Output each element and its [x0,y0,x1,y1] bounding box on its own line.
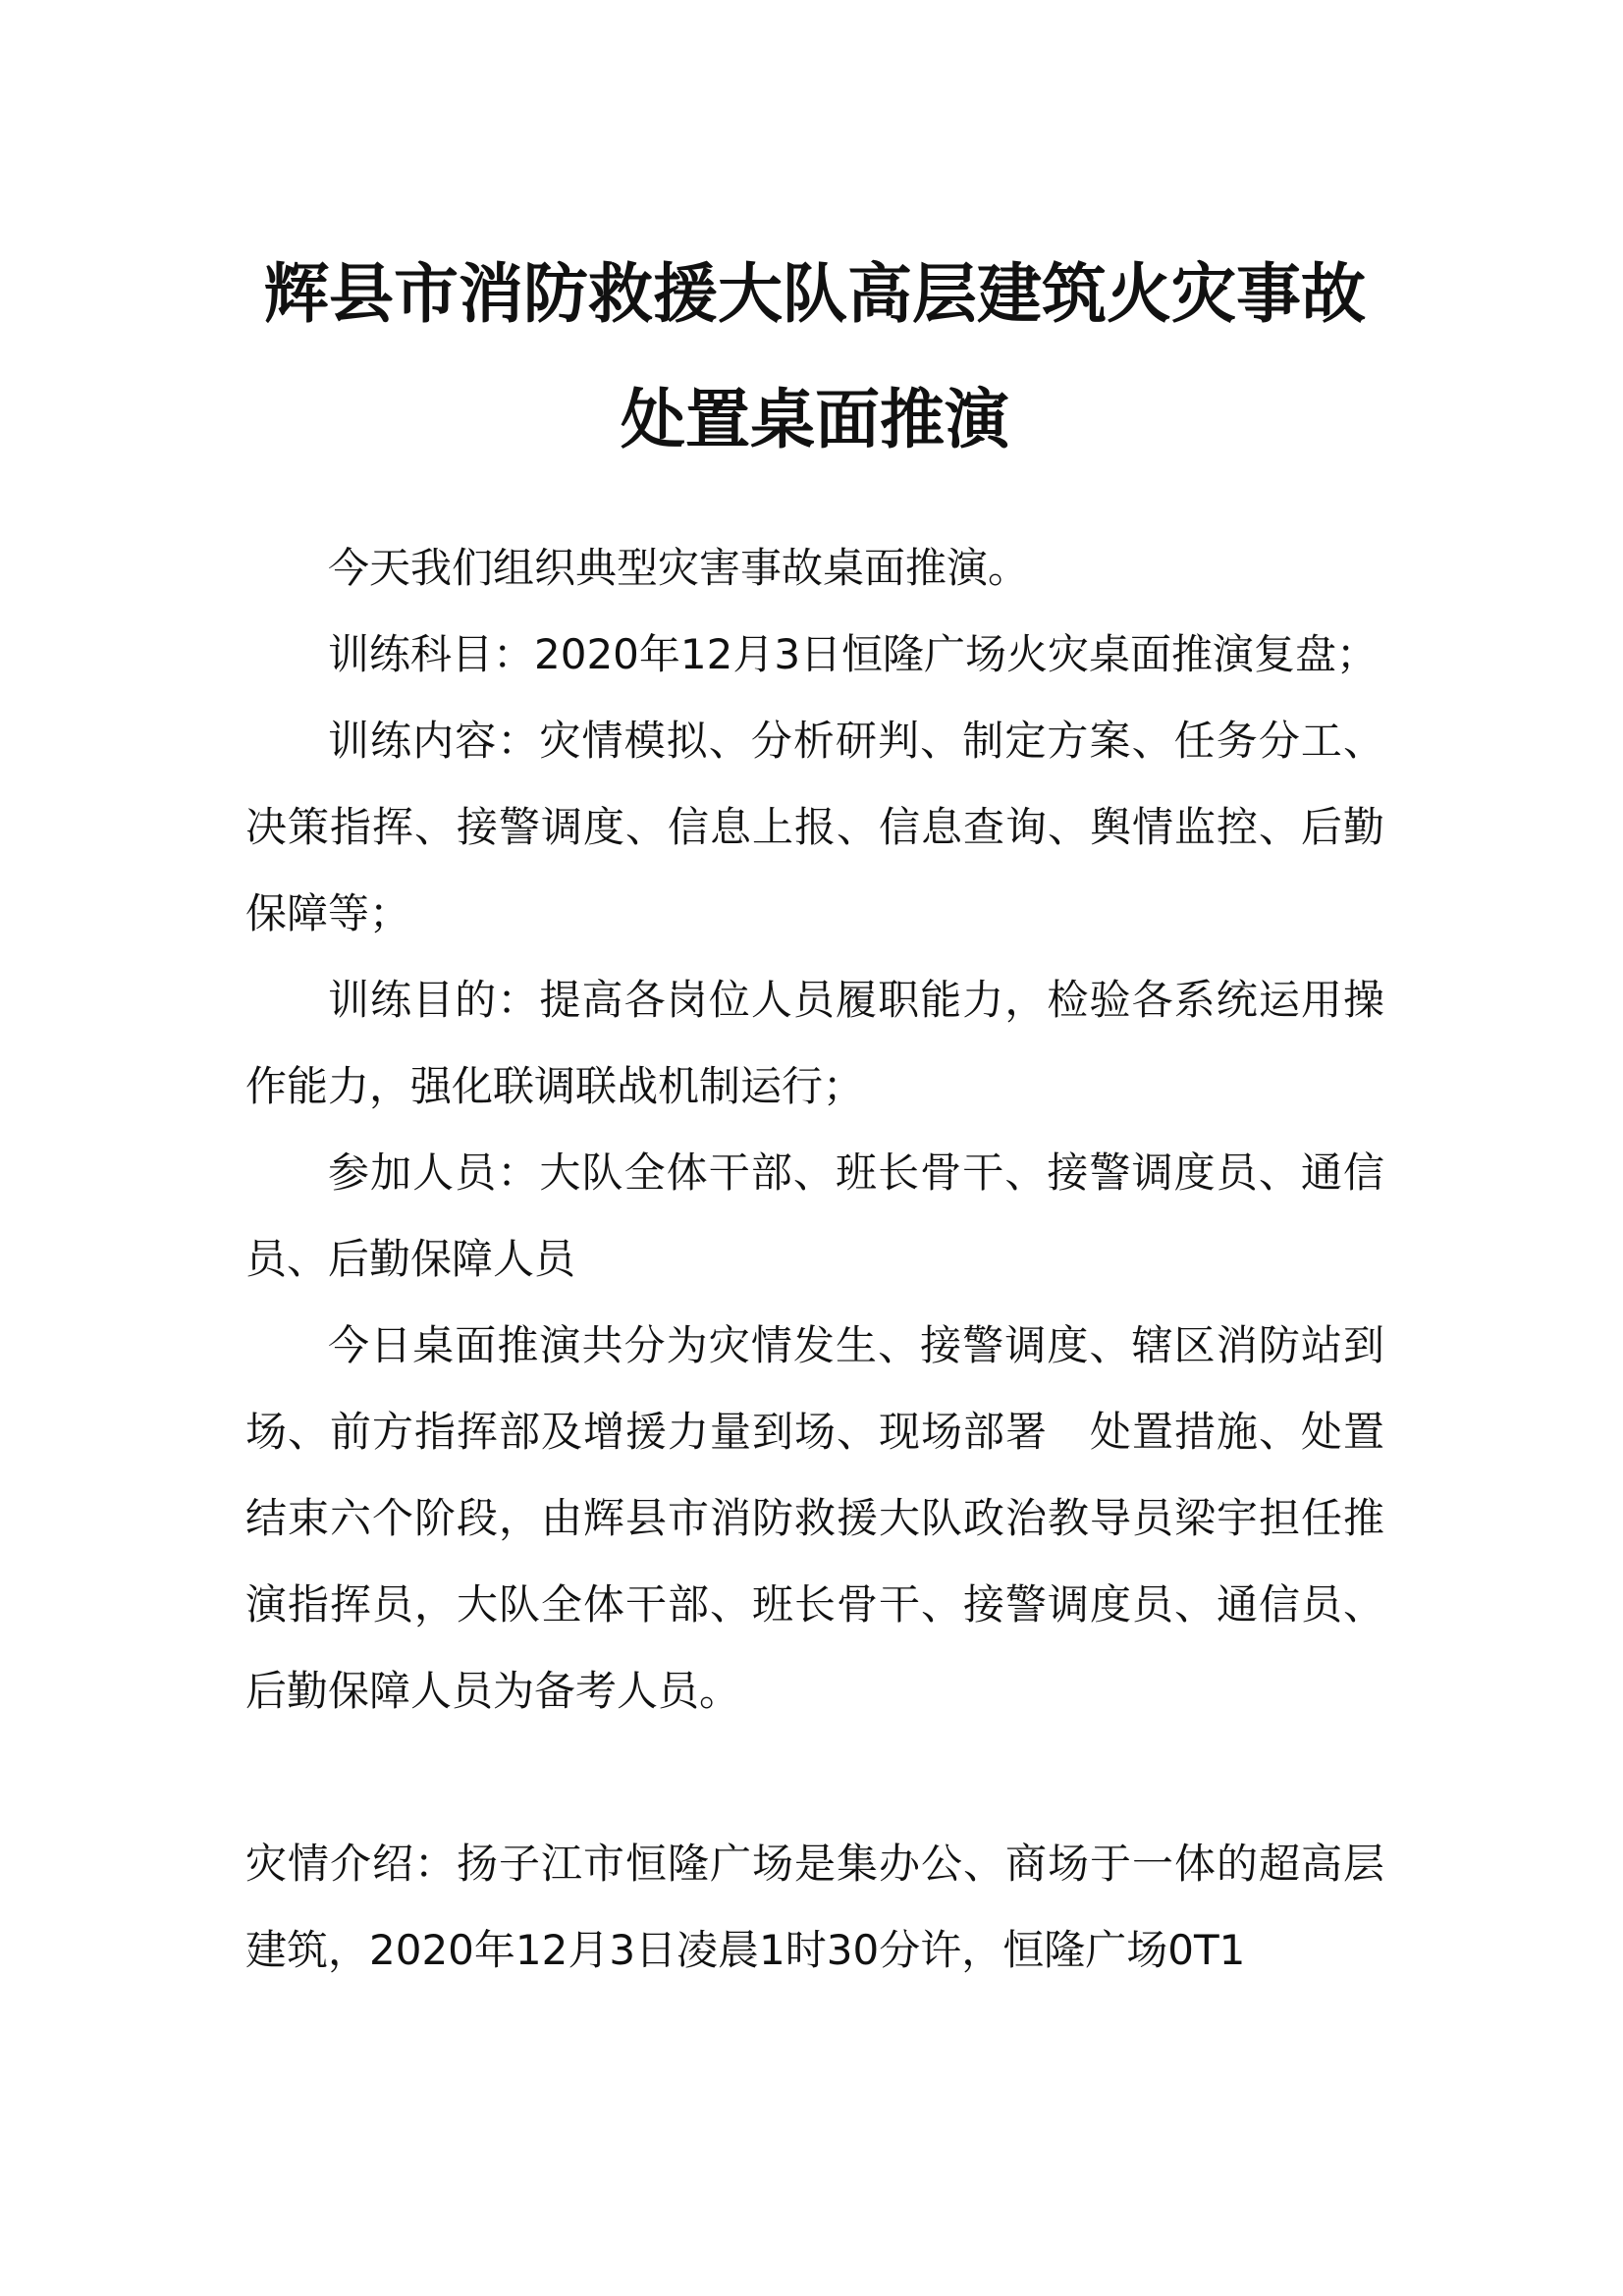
paragraph-stages: 今日桌面推演共分为灾情发生、接警调度、辖区消防站到场、前方指挥部及增援力量到场、现场部署 处置措施、处置结束六个阶段，由辉县市消防救援大队政治教导员梁宇担任推演指挥员，大队全体干部、班长骨干、接警调度员、通信员、后勤保障人员为备考人员。 [245,1321,1384,1715]
paragraph-training-content: 训练内容：灾情模拟、分析研判、制定方案、任务分工、决策指挥、接警调度、信息上报、信息查询、舆情监控、后勤保障等； [245,717,1384,937]
document-title [245,232,1384,483]
paragraph-spacer [245,1735,1384,1821]
paragraph-training-purpose: 训练目的：提高各岗位人员履职能力，检验各系统运用操作能力，强化联调联战机制运行； [245,976,1384,1110]
document-body [245,525,1384,1994]
paragraph-incident-intro: 灾情介绍：扬子江市恒隆广场是集办公、商场于一体的超高层建筑，2020年12月3日凌晨1时30分许，恒隆广场0T1 [245,1840,1384,1974]
title-line-1: 辉县市消防救援大队高层建筑火灾事故 [264,256,1366,332]
paragraph-intro: 今天我们组织典型灾害事故桌面推演。 [328,544,1030,592]
paragraph-participants: 参加人员：大队全体干部、班长骨干、接警调度员、通信员、后勤保障人员 [245,1148,1384,1283]
title-line-2: 处置桌面推演 [621,382,1009,457]
paragraph-training-subject: 训练科目：2020年12月3日恒隆广场火灾桌面推演复盘； [328,630,1379,678]
